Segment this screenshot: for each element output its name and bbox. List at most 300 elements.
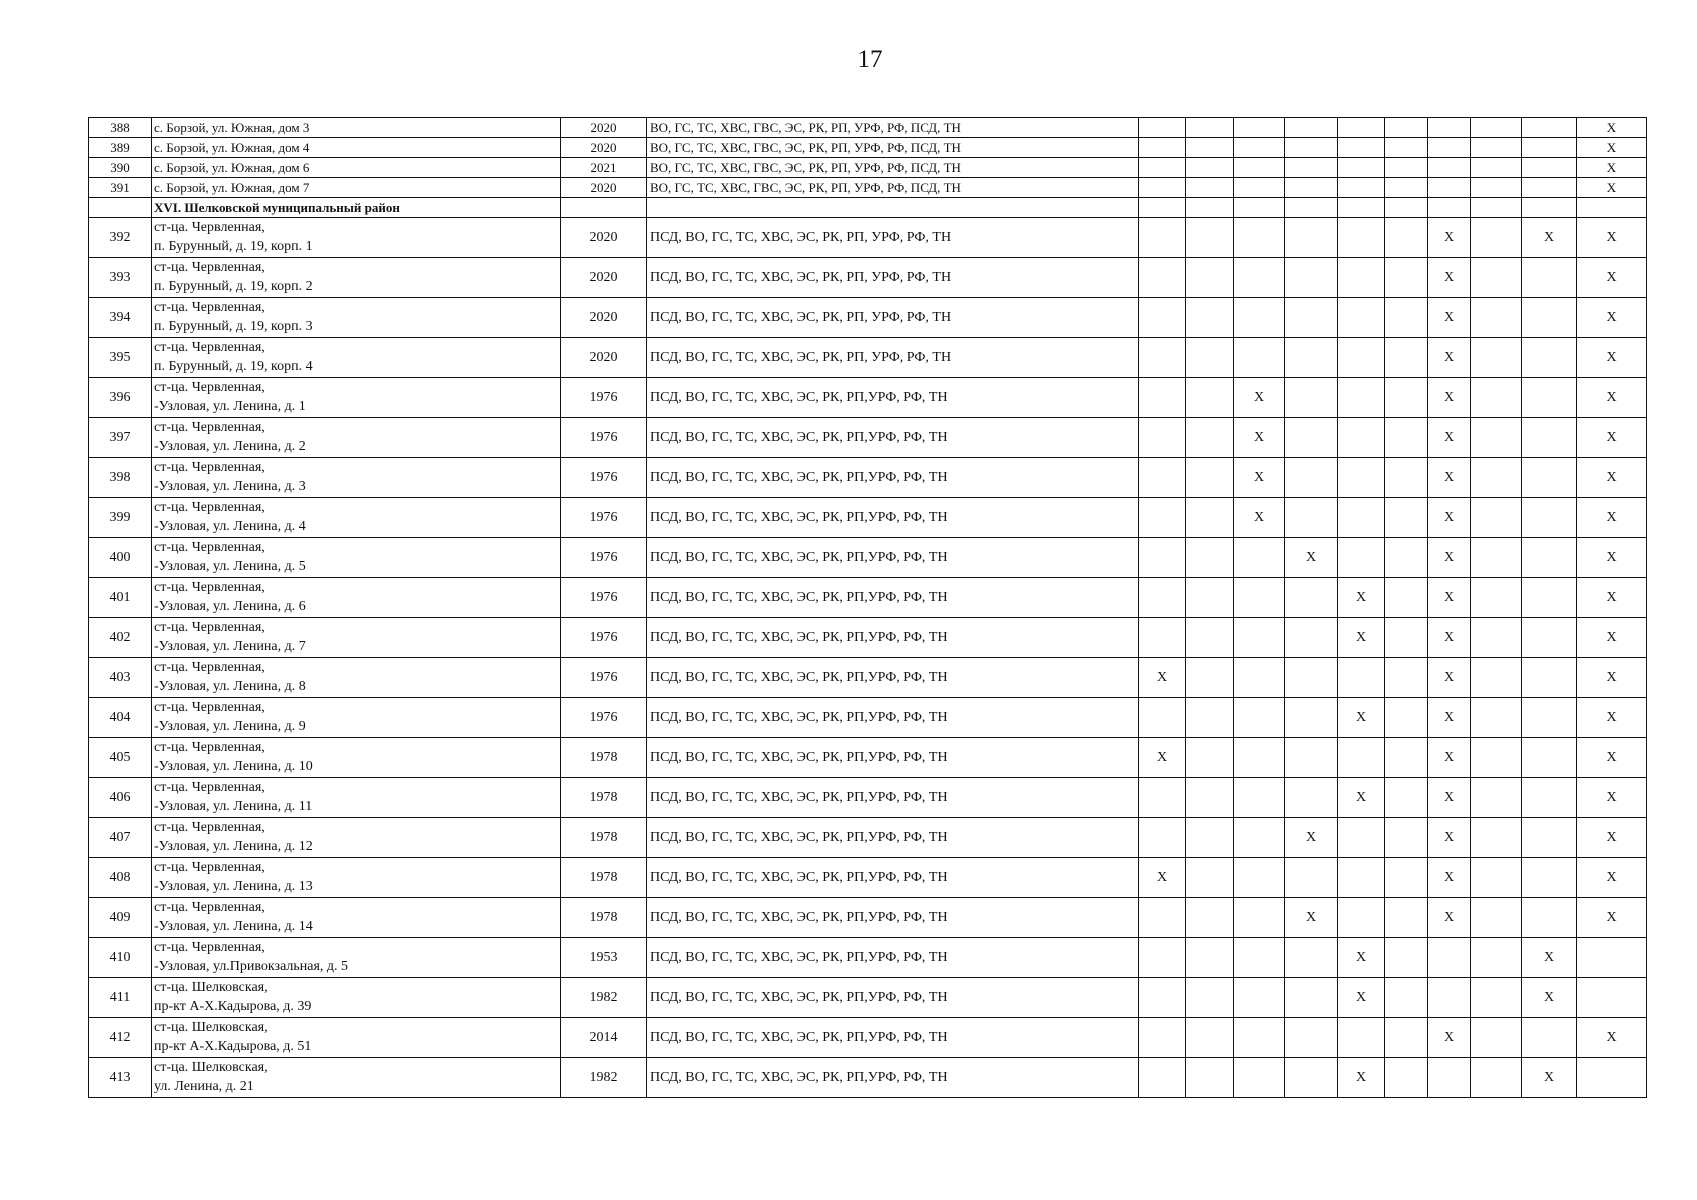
- year-cell: 2014: [561, 1018, 647, 1058]
- mark-cell: X: [1428, 258, 1471, 298]
- address-line-1: ст-ца. Червленная,: [154, 300, 265, 315]
- address-line-2: п. Бурунный, д. 19, корп. 1: [154, 239, 313, 254]
- address-line-1: ст-ца. Шелковская,: [154, 980, 268, 995]
- year-cell: 2020: [561, 218, 647, 258]
- mark-cell: X: [1577, 138, 1647, 158]
- mark-cell: [1186, 698, 1234, 738]
- table-body: [89, 118, 1647, 1098]
- table-row: [89, 818, 1647, 858]
- mark-cell: X: [1577, 258, 1647, 298]
- mark-cell: [1522, 898, 1577, 938]
- mark-cell: [1285, 178, 1338, 198]
- mark-cell: [1385, 898, 1428, 938]
- mark-cell: [1139, 898, 1186, 938]
- mark-cell: [1139, 818, 1186, 858]
- address-cell: [152, 458, 561, 498]
- mark-cell: [1522, 138, 1577, 158]
- address-line-2: ул. Ленина, д. 21: [154, 1079, 254, 1094]
- mark-cell: X: [1285, 818, 1338, 858]
- mark-cell: X: [1577, 418, 1647, 458]
- row-number: 396: [89, 378, 152, 418]
- year-cell: 1978: [561, 818, 647, 858]
- mark-cell: [1385, 498, 1428, 538]
- address-line-2: -Узловая, ул. Ленина, д. 8: [154, 679, 306, 694]
- mark-cell: [1186, 118, 1234, 138]
- mark-cell: [1471, 538, 1522, 578]
- table-row: [89, 458, 1647, 498]
- mark-cell: [1234, 858, 1285, 898]
- mark-cell: [1186, 418, 1234, 458]
- mark-cell: [1522, 538, 1577, 578]
- table-row: [89, 218, 1647, 258]
- mark-cell: [1139, 538, 1186, 578]
- address-cell: [152, 218, 561, 258]
- table-row: [89, 298, 1647, 338]
- mark-cell: [1186, 778, 1234, 818]
- mark-cell: [1471, 938, 1522, 978]
- year-cell: 1978: [561, 858, 647, 898]
- mark-cell: [1385, 138, 1428, 158]
- mark-cell: X: [1428, 778, 1471, 818]
- mark-cell: [1385, 658, 1428, 698]
- mark-cell: [1385, 538, 1428, 578]
- table-row: [89, 698, 1647, 738]
- row-number: 401: [89, 578, 152, 618]
- year-cell: 1953: [561, 938, 647, 978]
- mark-cell: [1471, 498, 1522, 538]
- mark-cell: [1139, 418, 1186, 458]
- address-line-1: ст-ца. Червленная,: [154, 780, 265, 795]
- mark-cell: [1338, 218, 1385, 258]
- row-number: 412: [89, 1018, 152, 1058]
- address-cell: [152, 698, 561, 738]
- mark-cell: [1186, 538, 1234, 578]
- mark-cell: [1471, 738, 1522, 778]
- mark-cell: [1428, 178, 1471, 198]
- row-number: 393: [89, 258, 152, 298]
- mark-cell: X: [1577, 618, 1647, 658]
- mark-cell: X: [1338, 618, 1385, 658]
- systems-cell: ВО, ГС, ТС, ХВС, ГВС, ЭС, РК, РП, УРФ, РФ, ПСД, ТН: [647, 158, 1139, 178]
- mark-cell: [1471, 138, 1522, 158]
- mark-cell: X: [1522, 938, 1577, 978]
- empty-cell: [1428, 198, 1471, 218]
- year-cell: 1976: [561, 538, 647, 578]
- mark-cell: X: [1285, 538, 1338, 578]
- mark-cell: [1234, 158, 1285, 178]
- mark-cell: X: [1522, 218, 1577, 258]
- mark-cell: [1234, 898, 1285, 938]
- empty-cell: [561, 198, 647, 218]
- mark-cell: [1385, 778, 1428, 818]
- mark-cell: [1285, 698, 1338, 738]
- year-cell: 1976: [561, 698, 647, 738]
- mark-cell: X: [1428, 898, 1471, 938]
- mark-cell: [1285, 778, 1338, 818]
- address-cell: [152, 378, 561, 418]
- mark-cell: [1234, 298, 1285, 338]
- mark-cell: X: [1577, 898, 1647, 938]
- systems-cell: ПСД, ВО, ГС, ТС, ХВС, ЭС, РК, РП,УРФ, РФ, ТН: [647, 738, 1139, 778]
- address-line-2: -Узловая, ул. Ленина, д. 6: [154, 599, 306, 614]
- mark-cell: [1139, 578, 1186, 618]
- mark-cell: [1234, 1058, 1285, 1098]
- address-cell: с. Борзой, ул. Южная, дом 7: [152, 178, 561, 198]
- systems-cell: ПСД, ВО, ГС, ТС, ХВС, ЭС, РК, РП,УРФ, РФ, ТН: [647, 658, 1139, 698]
- mark-cell: [1428, 118, 1471, 138]
- mark-cell: [1285, 258, 1338, 298]
- year-cell: 1976: [561, 578, 647, 618]
- mark-cell: [1285, 458, 1338, 498]
- mark-cell: [1428, 938, 1471, 978]
- row-number: 404: [89, 698, 152, 738]
- address-cell: [152, 1058, 561, 1098]
- mark-cell: [1577, 978, 1647, 1018]
- row-number-empty: [89, 198, 152, 218]
- systems-cell: ПСД, ВО, ГС, ТС, ХВС, ЭС, РК, РП,УРФ, РФ, ТН: [647, 538, 1139, 578]
- address-line-1: ст-ца. Червленная,: [154, 900, 265, 915]
- mark-cell: [1338, 538, 1385, 578]
- section-row: [89, 198, 1647, 218]
- mark-cell: [1186, 1018, 1234, 1058]
- systems-cell: ПСД, ВО, ГС, ТС, ХВС, ЭС, РК, РП,УРФ, РФ, ТН: [647, 1058, 1139, 1098]
- address-cell: с. Борзой, ул. Южная, дом 6: [152, 158, 561, 178]
- mark-cell: [1385, 1018, 1428, 1058]
- mark-cell: [1186, 658, 1234, 698]
- table-row: [89, 858, 1647, 898]
- table-row: [89, 578, 1647, 618]
- address-cell: [152, 498, 561, 538]
- mark-cell: [1385, 618, 1428, 658]
- address-line-1: ст-ца. Шелковская,: [154, 1020, 268, 1035]
- systems-cell: ПСД, ВО, ГС, ТС, ХВС, ЭС, РК, РП,УРФ, РФ, ТН: [647, 778, 1139, 818]
- row-number: 409: [89, 898, 152, 938]
- mark-cell: [1285, 158, 1338, 178]
- systems-cell: ПСД, ВО, ГС, ТС, ХВС, ЭС, РК, РП,УРФ, РФ, ТН: [647, 378, 1139, 418]
- empty-cell: [1522, 198, 1577, 218]
- mark-cell: X: [1338, 778, 1385, 818]
- row-number: 388: [89, 118, 152, 138]
- row-number: 405: [89, 738, 152, 778]
- row-number: 399: [89, 498, 152, 538]
- row-number: 390: [89, 158, 152, 178]
- mark-cell: [1338, 298, 1385, 338]
- mark-cell: X: [1338, 978, 1385, 1018]
- mark-cell: [1139, 158, 1186, 178]
- mark-cell: [1522, 178, 1577, 198]
- table-row: [89, 978, 1647, 1018]
- mark-cell: [1338, 118, 1385, 138]
- mark-cell: X: [1139, 658, 1186, 698]
- mark-cell: [1471, 818, 1522, 858]
- mark-cell: [1234, 658, 1285, 698]
- year-cell: 1978: [561, 778, 647, 818]
- year-cell: 2020: [561, 138, 647, 158]
- mark-cell: [1186, 378, 1234, 418]
- mark-cell: [1338, 658, 1385, 698]
- mark-cell: [1234, 538, 1285, 578]
- mark-cell: [1385, 338, 1428, 378]
- mark-cell: X: [1577, 818, 1647, 858]
- mark-cell: X: [1428, 378, 1471, 418]
- mark-cell: [1234, 618, 1285, 658]
- mark-cell: [1234, 338, 1285, 378]
- address-line-2: -Узловая, ул. Ленина, д. 3: [154, 479, 306, 494]
- table-row: [89, 778, 1647, 818]
- mark-cell: [1338, 1018, 1385, 1058]
- mark-cell: [1522, 578, 1577, 618]
- systems-cell: ПСД, ВО, ГС, ТС, ХВС, ЭС, РК, РП,УРФ, РФ, ТН: [647, 818, 1139, 858]
- table-row: [89, 418, 1647, 458]
- address-cell: с. Борзой, ул. Южная, дом 3: [152, 118, 561, 138]
- address-cell: [152, 578, 561, 618]
- mark-cell: [1234, 1018, 1285, 1058]
- mark-cell: [1471, 258, 1522, 298]
- mark-cell: X: [1234, 418, 1285, 458]
- table-row: [89, 158, 1647, 178]
- mark-cell: X: [1139, 738, 1186, 778]
- year-cell: 1976: [561, 418, 647, 458]
- mark-cell: [1338, 498, 1385, 538]
- year-cell: 1976: [561, 658, 647, 698]
- mark-cell: [1522, 158, 1577, 178]
- table-row: [89, 498, 1647, 538]
- page-number: 17: [857, 46, 883, 73]
- mark-cell: [1285, 618, 1338, 658]
- mark-cell: [1471, 418, 1522, 458]
- mark-cell: [1186, 978, 1234, 1018]
- mark-cell: [1471, 1058, 1522, 1098]
- empty-cell: [1285, 198, 1338, 218]
- mark-cell: X: [1428, 418, 1471, 458]
- empty-cell: [1139, 198, 1186, 218]
- mark-cell: X: [1428, 618, 1471, 658]
- year-cell: 2020: [561, 118, 647, 138]
- address-cell: [152, 618, 561, 658]
- mark-cell: [1186, 258, 1234, 298]
- mark-cell: [1385, 158, 1428, 178]
- mark-cell: [1385, 218, 1428, 258]
- mark-cell: [1522, 338, 1577, 378]
- address-line-1: ст-ца. Червленная,: [154, 740, 265, 755]
- mark-cell: X: [1428, 818, 1471, 858]
- mark-cell: [1428, 138, 1471, 158]
- mark-cell: [1285, 218, 1338, 258]
- mark-cell: [1285, 118, 1338, 138]
- mark-cell: [1522, 818, 1577, 858]
- address-line-2: п. Бурунный, д. 19, корп. 3: [154, 319, 313, 334]
- mark-cell: [1234, 138, 1285, 158]
- address-cell: [152, 538, 561, 578]
- systems-cell: ПСД, ВО, ГС, ТС, ХВС, ЭС, РК, РП,УРФ, РФ, ТН: [647, 498, 1139, 538]
- mark-cell: [1285, 938, 1338, 978]
- address-cell: [152, 298, 561, 338]
- table-row: [89, 1058, 1647, 1098]
- mark-cell: [1471, 778, 1522, 818]
- mark-cell: [1139, 458, 1186, 498]
- mark-cell: [1186, 158, 1234, 178]
- mark-cell: [1522, 658, 1577, 698]
- address-cell: [152, 778, 561, 818]
- address-line-1: ст-ца. Червленная,: [154, 860, 265, 875]
- address-cell: [152, 858, 561, 898]
- year-cell: 1976: [561, 498, 647, 538]
- mark-cell: [1234, 698, 1285, 738]
- address-line-1: ст-ца. Червленная,: [154, 820, 265, 835]
- mark-cell: [1234, 778, 1285, 818]
- mark-cell: [1186, 498, 1234, 538]
- address-cell: [152, 898, 561, 938]
- table-row: [89, 258, 1647, 298]
- mark-cell: [1385, 938, 1428, 978]
- mark-cell: X: [1338, 1058, 1385, 1098]
- mark-cell: [1186, 578, 1234, 618]
- mark-cell: [1338, 458, 1385, 498]
- mark-cell: [1186, 938, 1234, 978]
- mark-cell: [1471, 298, 1522, 338]
- mark-cell: [1577, 938, 1647, 978]
- mark-cell: [1186, 178, 1234, 198]
- mark-cell: [1471, 658, 1522, 698]
- systems-cell: ПСД, ВО, ГС, ТС, ХВС, ЭС, РК, РП, УРФ, РФ, ТН: [647, 218, 1139, 258]
- mark-cell: [1234, 578, 1285, 618]
- mark-cell: [1139, 978, 1186, 1018]
- mark-cell: [1139, 378, 1186, 418]
- mark-cell: [1186, 218, 1234, 258]
- mark-cell: [1522, 618, 1577, 658]
- mark-cell: [1471, 378, 1522, 418]
- systems-cell: ПСД, ВО, ГС, ТС, ХВС, ЭС, РК, РП,УРФ, РФ, ТН: [647, 458, 1139, 498]
- mark-cell: [1139, 698, 1186, 738]
- table-row: [89, 138, 1647, 158]
- mark-cell: [1186, 858, 1234, 898]
- mark-cell: [1186, 1058, 1234, 1098]
- year-cell: 1976: [561, 378, 647, 418]
- mark-cell: [1285, 298, 1338, 338]
- mark-cell: X: [1234, 458, 1285, 498]
- mark-cell: [1139, 118, 1186, 138]
- empty-cell: [1471, 198, 1522, 218]
- year-cell: 2020: [561, 178, 647, 198]
- address-line-1: ст-ца. Червленная,: [154, 660, 265, 675]
- mark-cell: [1471, 178, 1522, 198]
- row-number: 410: [89, 938, 152, 978]
- mark-cell: [1139, 298, 1186, 338]
- address-line-1: ст-ца. Червленная,: [154, 340, 265, 355]
- table-row: [89, 538, 1647, 578]
- systems-cell: ПСД, ВО, ГС, ТС, ХВС, ЭС, РК, РП,УРФ, РФ, ТН: [647, 578, 1139, 618]
- mark-cell: X: [1577, 698, 1647, 738]
- year-cell: 1976: [561, 458, 647, 498]
- mark-cell: [1186, 818, 1234, 858]
- mark-cell: X: [1577, 858, 1647, 898]
- mark-cell: [1522, 498, 1577, 538]
- systems-cell: ВО, ГС, ТС, ХВС, ГВС, ЭС, РК, РП, УРФ, РФ, ПСД, ТН: [647, 138, 1139, 158]
- mark-cell: [1522, 378, 1577, 418]
- address-line-2: -Узловая, ул. Ленина, д. 11: [154, 799, 313, 814]
- row-number: 400: [89, 538, 152, 578]
- mark-cell: X: [1428, 1018, 1471, 1058]
- mark-cell: [1234, 818, 1285, 858]
- address-line-1: ст-ца. Червленная,: [154, 540, 265, 555]
- mark-cell: [1285, 378, 1338, 418]
- address-line-1: ст-ца. Червленная,: [154, 940, 265, 955]
- empty-cell: [1338, 198, 1385, 218]
- mark-cell: [1385, 118, 1428, 138]
- address-line-2: -Узловая, ул. Ленина, д. 4: [154, 519, 306, 534]
- mark-cell: X: [1428, 218, 1471, 258]
- mark-cell: [1139, 138, 1186, 158]
- mark-cell: X: [1428, 658, 1471, 698]
- address-line-1: ст-ца. Червленная,: [154, 620, 265, 635]
- mark-cell: [1285, 978, 1338, 1018]
- row-number: 395: [89, 338, 152, 378]
- mark-cell: X: [1577, 658, 1647, 698]
- mark-cell: [1522, 738, 1577, 778]
- mark-cell: [1577, 1058, 1647, 1098]
- mark-cell: [1471, 858, 1522, 898]
- table-row: [89, 178, 1647, 198]
- address-line-2: -Узловая, ул. Ленина, д. 1: [154, 399, 306, 414]
- mark-cell: [1139, 778, 1186, 818]
- address-line-2: -Узловая, ул. Ленина, д. 5: [154, 559, 306, 574]
- housing-table: [88, 117, 1647, 1098]
- mark-cell: [1139, 938, 1186, 978]
- mark-cell: X: [1577, 738, 1647, 778]
- mark-cell: [1186, 618, 1234, 658]
- address-line-2: -Узловая, ул. Ленина, д. 10: [154, 759, 313, 774]
- systems-cell: ПСД, ВО, ГС, ТС, ХВС, ЭС, РК, РП,УРФ, РФ, ТН: [647, 618, 1139, 658]
- address-line-1: ст-ца. Шелковская,: [154, 1060, 268, 1075]
- systems-cell: ПСД, ВО, ГС, ТС, ХВС, ЭС, РК, РП,УРФ, РФ, ТН: [647, 858, 1139, 898]
- row-number: 403: [89, 658, 152, 698]
- table-row: [89, 938, 1647, 978]
- mark-cell: [1139, 1018, 1186, 1058]
- mark-cell: [1385, 818, 1428, 858]
- mark-cell: [1186, 138, 1234, 158]
- mark-cell: [1338, 858, 1385, 898]
- mark-cell: [1285, 1058, 1338, 1098]
- mark-cell: X: [1522, 978, 1577, 1018]
- mark-cell: [1338, 738, 1385, 778]
- year-cell: 1982: [561, 978, 647, 1018]
- mark-cell: [1522, 458, 1577, 498]
- address-line-2: -Узловая, ул. Ленина, д. 14: [154, 919, 313, 934]
- row-number: 389: [89, 138, 152, 158]
- mark-cell: [1471, 338, 1522, 378]
- mark-cell: [1522, 298, 1577, 338]
- mark-cell: X: [1428, 578, 1471, 618]
- mark-cell: [1234, 218, 1285, 258]
- mark-cell: [1139, 338, 1186, 378]
- mark-cell: [1385, 978, 1428, 1018]
- mark-cell: [1522, 858, 1577, 898]
- mark-cell: X: [1577, 498, 1647, 538]
- year-cell: 2020: [561, 338, 647, 378]
- mark-cell: X: [1577, 178, 1647, 198]
- row-number: 408: [89, 858, 152, 898]
- address-line-1: ст-ца. Червленная,: [154, 500, 265, 515]
- mark-cell: X: [1577, 778, 1647, 818]
- row-number: 392: [89, 218, 152, 258]
- mark-cell: [1234, 978, 1285, 1018]
- mark-cell: [1285, 338, 1338, 378]
- mark-cell: [1522, 1018, 1577, 1058]
- mark-cell: [1234, 118, 1285, 138]
- address-line-2: -Узловая, ул.Привокзальная, д. 5: [154, 959, 349, 974]
- table-row: [89, 738, 1647, 778]
- mark-cell: [1338, 418, 1385, 458]
